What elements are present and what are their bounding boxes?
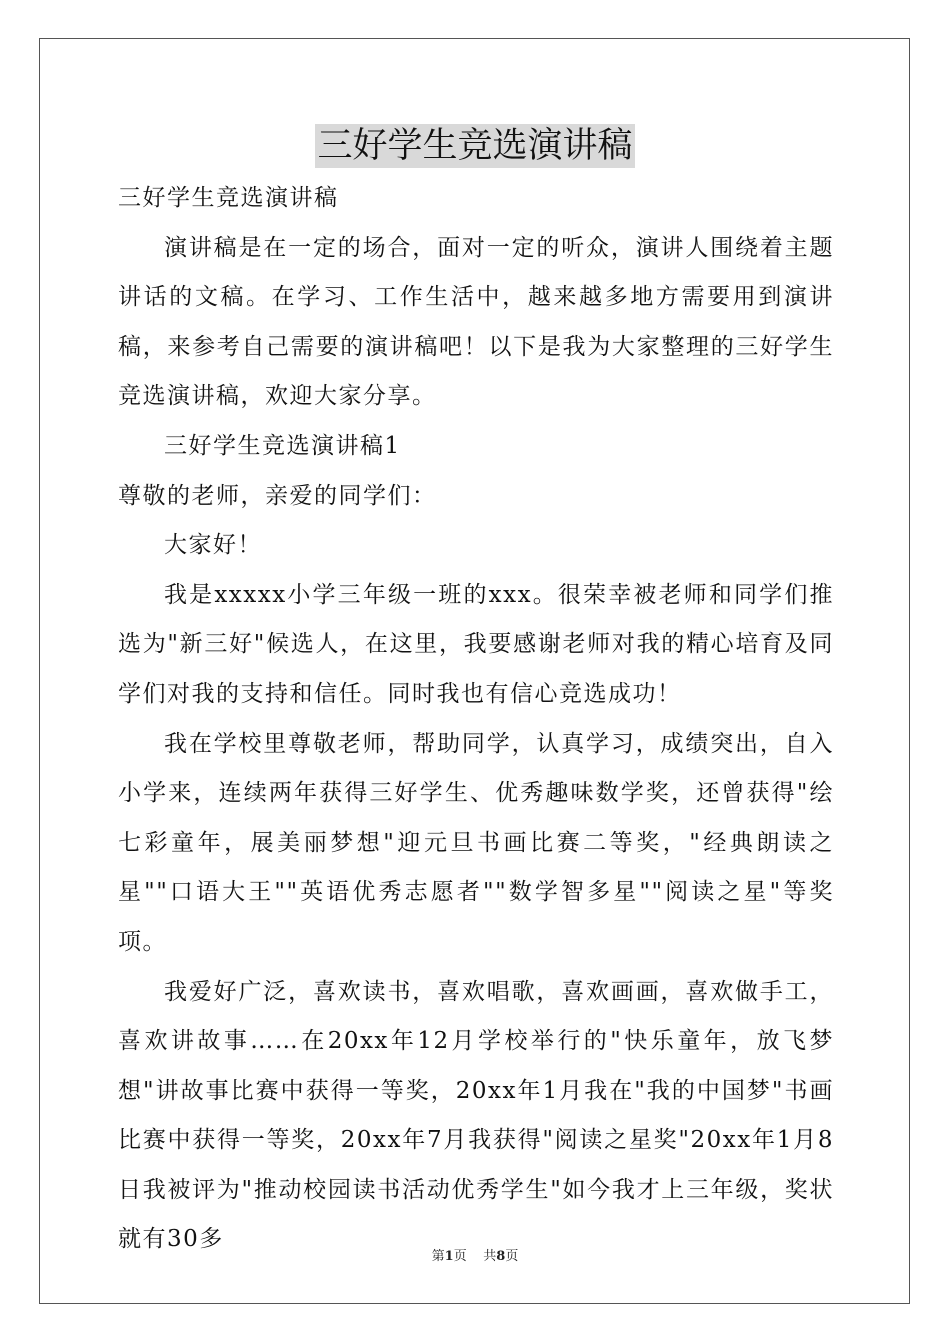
current-page-number: 1 [444,1249,454,1264]
paragraph: 我在学校里尊敬老师，帮助同学，认真学习，成绩突出，自入小学来，连续两年获得三好学生、优秀趣味数学奖，还曾获得"绘七彩童年，展美丽梦想"迎元旦书画比赛二等奖，"经典朗读之星""口语大王""英语优秀志愿者""数学智多星""阅读之星"等奖项。 [118,730,834,955]
page-prefix: 第 [431,1249,445,1264]
paragraph: 大家好！ [164,532,262,559]
total-suffix: 页 [505,1249,519,1264]
title-wrap [0,124,950,168]
paragraph: 三好学生竞选演讲稿1 [164,432,401,459]
total-prefix: 共 [483,1249,497,1264]
paragraph: 我是xxxxx小学三年级一班的xxx。很荣幸被老师和同学们推选为"新三好"候选人，在这里，我要感谢老师对我的精心培育及同学们对我的支持和信任。同时我也有信心竞选成功！ [118,581,834,707]
paragraph: 尊敬的老师，亲爱的同学们： [118,482,437,509]
page-footer [0,1248,950,1266]
page-suffix: 页 [453,1249,467,1264]
document-title: 三好学生竞选演讲稿 [317,126,633,166]
paragraph: 我爱好广泛，喜欢读书，喜欢唱歌，喜欢画画，喜欢做手工，喜欢讲故事……在20xx年12月学校举行的"快乐童年，放飞梦想"讲故事比赛中获得一等奖，20xx年1月我在"我的中国梦"书画比赛中获得一等奖，20xx年7月我获得"阅读之星奖"20xx年1月8日我被评为"推动校园读书活动优秀学生"如今我才上三年级，奖状就有30多 [118,978,834,1253]
paragraph: 演讲稿是在一定的场合，面对一定的听众，演讲人围绕着主题讲话的文稿。在学习、工作生活中，越来越多地方需要用到演讲稿，来参考自己需要的演讲稿吧！以下是我为大家整理的三好学生竞选演讲稿，欢迎大家分享。 [118,234,834,410]
paragraph: 三好学生竞选演讲稿 [118,185,339,211]
document-body [118,174,834,1265]
total-pages-number: 8 [496,1249,506,1264]
